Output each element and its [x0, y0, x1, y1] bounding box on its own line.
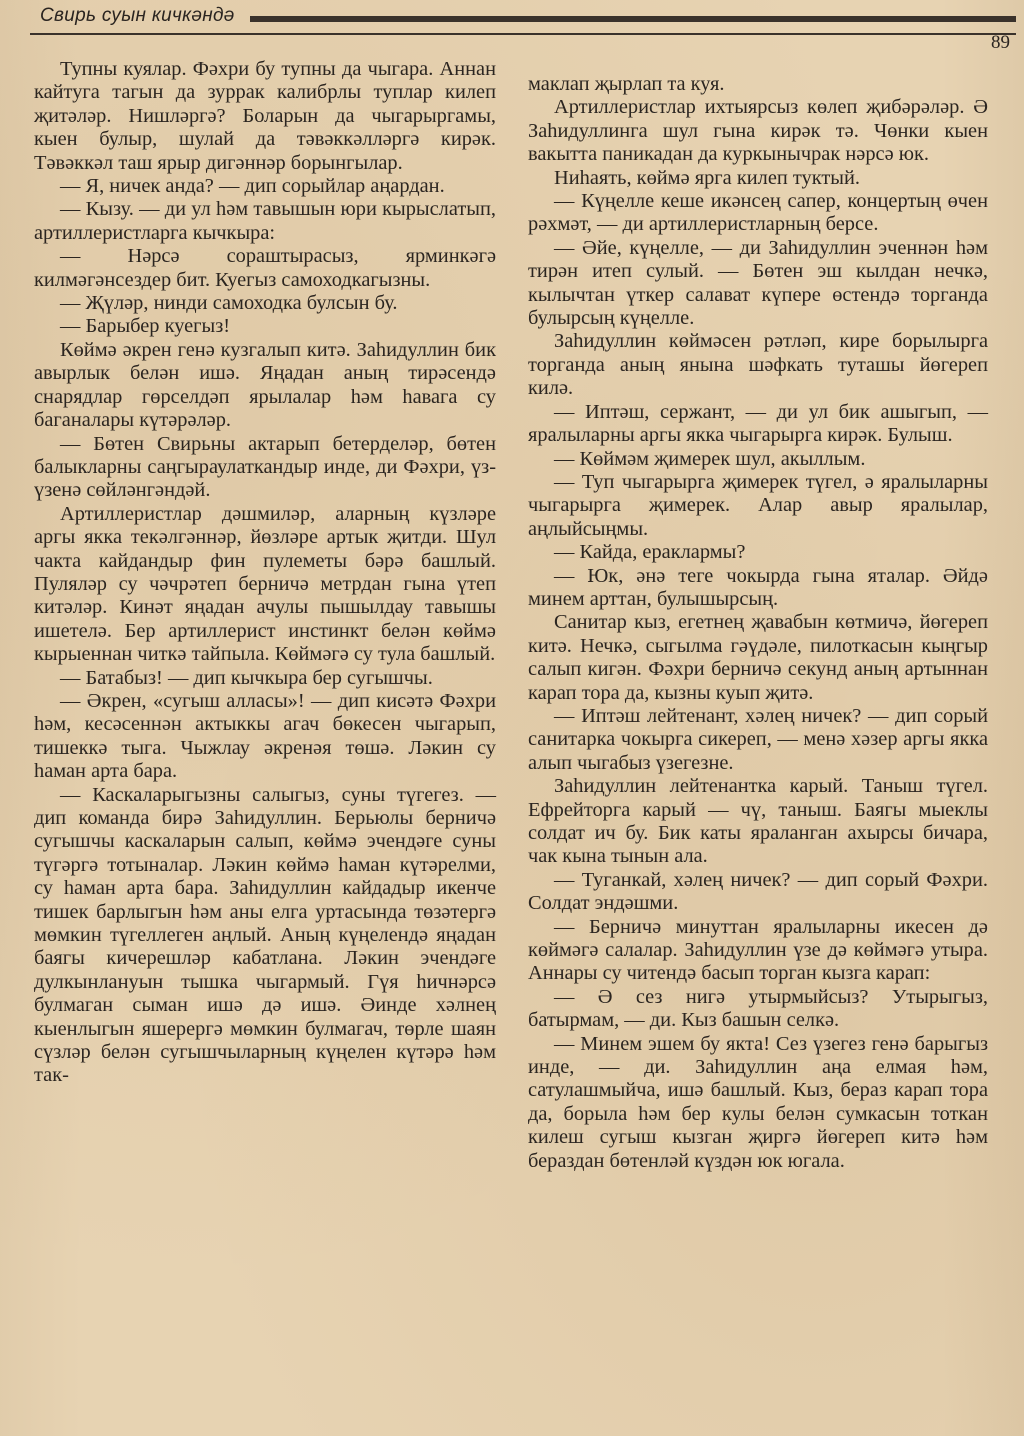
right-paragraph: Заһидуллин көймәсен рәтләп, кире борылырга торганда аның янына шәфкать туташы йөгереп килә.	[528, 330, 988, 400]
right-paragraph: — Юк, әнә теге чокырда гына яталар. Әйдә минем арттан, булышырсың.	[528, 564, 988, 610]
running-head	[30, 2, 1016, 53]
right-paragraph: — Берничә минуттан яралыларны икесен дә көймәгә салалар. Заһидуллин үзе дә көймәгә утыра. Аннары су читендә басып торган кызга карап:	[528, 915, 988, 985]
left-paragraph: — Кызу. — ди ул һәм тавышын юри кырыслатып, артиллеристларга кычкыра:	[34, 198, 496, 244]
right-column	[528, 73, 988, 1173]
right-paragraph: Заһидуллин лейтенантка карый. Таныш түгел. Ефрейторга карый — чү, таныш. Баягы мыеклы солдат ич бу. Бик каты яраланган ахырсы бичара, чак кына тынын ала.	[528, 775, 988, 868]
right-paragraph: — Иптәш, сержант, — ди ул бик ашыгып, — яралыларны аргы якка чыгарырга кирәк. Булыш.	[528, 400, 988, 447]
right-paragraph: — Әйе, күңелле, — ди Заһидуллин эченнән һәм тирән итеп сулый. — Бөтен эш кылдан нечкә, кылычтан үткер салават күпере өстендә торганда булырсың күңелле.	[528, 236, 988, 330]
right-paragraph: — Күңелле кеше икәнсең сапер, концертың өчен рәхмәт, — ди артиллеристларның берсе.	[528, 190, 988, 236]
right-paragraph: Санитар кыз, егетнең җавабын көтмичә, йөгереп китә. Нечкә, сыгылма гәүдәле, пилоткасын кыңгыр салып кигән. Фәхри берничә секунд аның артыннан карап тора да, кызны куып җитә.	[528, 611, 988, 704]
right-paragraph: — Минем эшем бу якта! Сез үзегез генә барыгыз инде, — ди. Заһидуллин аңа елмая һәм, сатулашмыйча, ишә башлый. Кыз, бераз карап тора да, борыла һәм бер кулы белән сумкасын тоткан килеш сугыш кызган җиргә йөгереп китә һәм бераздан бөтенләй күздән юк югала.	[528, 1032, 988, 1172]
left-paragraph: Артиллеристлар дәшмиләр, аларның күзләре аргы якка текәлгәннәр, йөзләре артык җитди. Шул чакта кайдандыр фин пулеметы бәрә башлый. Пуляләр су чәчрәтеп берничә метрдан гына үтеп китәләр. Кинәт яңадан ачулы пышылдау тавышы ишетелә. Бер артиллерист инстинкт белән көймә кырыеннан читкә тайпыла. Көймәгә су тула башлый.	[34, 502, 496, 666]
left-paragraph: — Барыбер куегыз!	[60, 315, 231, 338]
right-paragraph: — Көймәм җимерек шул, акыллым.	[554, 447, 866, 470]
left-paragraph: Көймә әкрен генә кузгалып китә. Заһидуллин бик авырлык белән ишә. Яңадан аның тирәсендә снарядлар гөрселдәп ярылалар һәм һавага су баганалары күтәрәләр.	[34, 338, 496, 432]
left-column	[34, 58, 496, 1088]
left-paragraph: — Бөтен Свирьны актарып бетерделәр, бөтен балыкларны саңгыраулаткандыр инде, ди Фәхри, үз-үзенә сөйләнгәндәй.	[34, 432, 496, 502]
left-paragraph: — Я, ничек анда? — дип сорыйлар аңардан.	[60, 175, 445, 198]
header-rule-thin	[30, 33, 1016, 35]
right-paragraph: — Иптәш лейтенант, хәлең ничек? — дип сорый санитарка чокырга сикереп, — менә хәзер аргы якка алып чыгабыз үзегезне.	[528, 704, 988, 774]
left-paragraph: — Нәрсә сораштырасыз, ярминкәгә килмәгәнсездер бит. Куегыз самоходкагызны.	[34, 245, 496, 291]
right-paragraph: — Туганкай, хәлең ничек? — дип сорый Фәхри. Солдат эндәшми.	[528, 868, 988, 915]
right-paragraph: Ниһаять, көймә ярга килеп туктый.	[554, 166, 860, 189]
left-paragraph: — Җүләр, нинди самоходка булсын бу.	[60, 292, 398, 315]
right-paragraph: — Ә сез нигә утырмыйсыз? Утырыгыз, батырмам, — ди. Кыз башын селкә.	[528, 985, 988, 1032]
right-paragraph: Артиллеристлар ихтыярсыз көлеп җибәрәләр. Ә Заһидуллинга шул гына кирәк тә. Чөнки кыен вакытта паникадан да куркынычрак нәрсә юк.	[528, 96, 988, 166]
left-paragraph: — Әкрен, «сугыш алласы»! — дип кисәтә Фәхри һәм, кесәсеннән актыккы агач бөкесен чыгарып, тишеккә тыга. Чыжлау әкренәя төшә. Ләкин су һаман арта бара.	[34, 689, 496, 783]
header-rule-thick	[250, 16, 1016, 22]
left-paragraph: Тупны куялар. Фәхри бу тупны да чыгара. Аннан кайтуга тагын да зуррак калибрлы туплар килеп җитәләр. Нишләргә? Боларын да чыгарыргамы, кыен булыр, шулай да тәвәккәлләргә кирәк. Тәвәккәл таш ярыр дигәннәр борынгылар.	[34, 58, 496, 174]
running-title: Свирь суын кичкәндә	[40, 5, 235, 26]
right-paragraph: — Кайда, ераклармы?	[554, 541, 746, 564]
page-number: 89	[991, 32, 1010, 53]
right-paragraph: — Туп чыгарырга җимерек түгел, ә яралыларны чыгарырга җимерек. Алар авыр яралылар, аңлыйсыңмы.	[528, 470, 988, 540]
right-paragraph: маклап җырлап та куя.	[528, 73, 725, 95]
left-paragraph: — Каскаларыгызны салыгыз, суны түгегез. — дип команда бирә Заһидуллин. Берьюлы берничә сугышчы каскаларын салып, көймә эчендәге суны түгәргә тотыналар. Ләкин көймә һаман күтәрелми, су һаман арта бара. Заһидуллин кайдадыр икенче тишек барлыгын һәм аны елга уртасында төзәтергә мөмкин түгеллеген аңлый. Аның күңелендә яңадан баягы кичерешләр кабатлана. Ләкин эчендәге дулкынлануын тышка чыгармый. Гүя һичнәрсә булмаган сыман ишә дә ишә. Әинде хәлнең кыенлыгын яшерергә мөмкин булмагач, төрле шаян сүзләр белән сугышчыларның күңелен күтәрә һәм так-	[34, 783, 496, 1087]
left-paragraph: — Батабыз! — дип кычкыра бер сугышчы.	[60, 666, 433, 689]
